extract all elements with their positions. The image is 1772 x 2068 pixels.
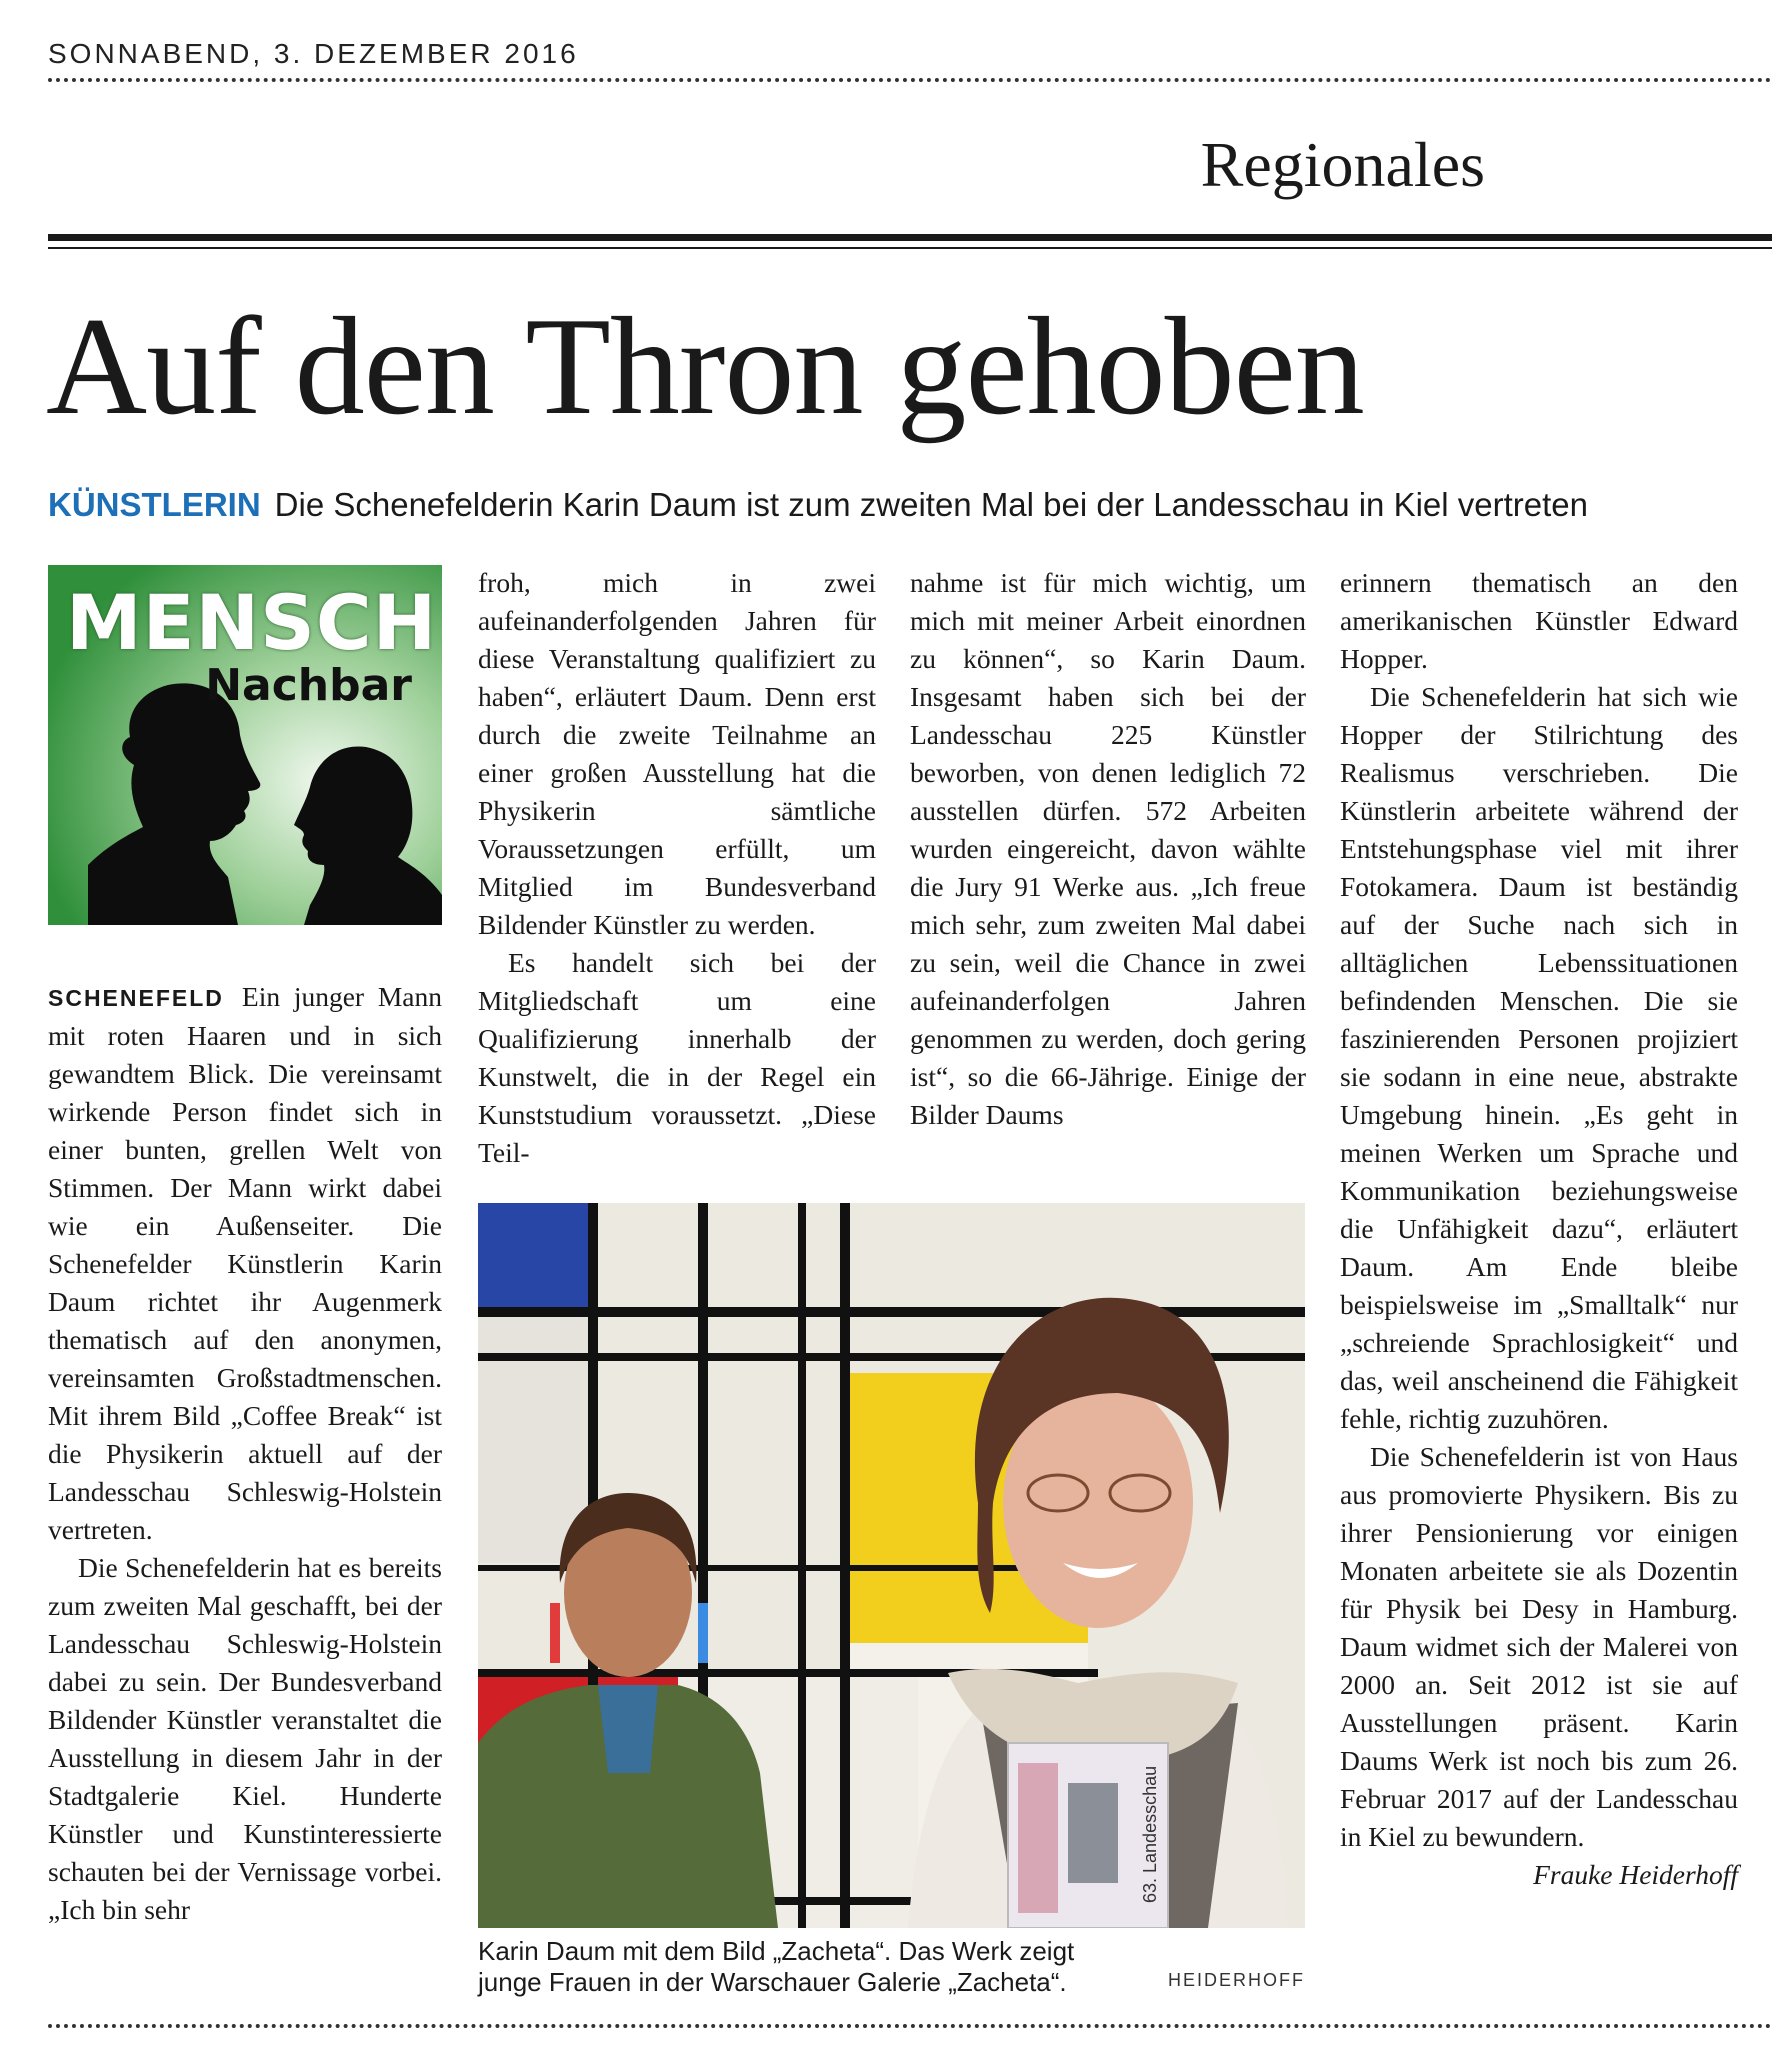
- paragraph: erinnern thematisch an den amerikanischen Künstler Edward Hopper.: [1340, 567, 1738, 674]
- article-photo: [478, 1203, 1305, 1928]
- article-column-4: [1340, 564, 1738, 1984]
- article-column-3: [910, 564, 1306, 1164]
- subheadline-text: Die Schenefelderin Karin Daum ist zum zweiten Mal bei der Landesschau in Kiel vertreten: [274, 486, 1589, 523]
- paragraph: Die Schenefelderin hat es bereits zum zweiten Mal geschafft, bei der Landesschau Schleswig-Holstein dabei zu sein. Der Bundesverband Bildender Künstler veranstaltet die Ausstellung in diesem Jahr in der Stadtgalerie Kiel. Hunderte Künstler und Kunstinteressierte schauten bei der Vernissage vorbei. „Ich bin sehr: [48, 1552, 442, 1925]
- article-column-2: [478, 564, 876, 1168]
- paragraph-text: Die Schenefelderin ist von Haus aus promovierte Physikern. Bis zu ihrer Pensionierung vor einigen Monaten arbeitete sie als Dozentin für Physik bei Desy in Hamburg. Daum widmet sich der Malerei von 2000 an. Seit 2012 ist sie auf Ausstellungen präsent. Karin Daums Werk ist noch bis zum 26. Februar 2017 auf der Landesschau in Kiel zu bewundern.: [1340, 1441, 1738, 1852]
- photo-caption: [478, 1936, 1305, 1998]
- photo-artist-with-painting: [478, 1203, 1305, 1928]
- paragraph: [48, 978, 442, 1549]
- article-column-1: [48, 978, 442, 1978]
- series-logo: [48, 565, 442, 925]
- paragraph: nahme ist für mich wichtig, um mich mit meiner Arbeit einordnen zu können“, so Karin Daum. Insgesamt haben sich bei der Landesschau 225 Künstler beworben, von denen lediglich 72 ausstellen dürfen. 572 Arbeiten wurden eingereicht, davon wählte die Jury 91 Werke aus. „Ich freue mich sehr, zum zweiten Mal dabei zu sein, weil die Chance in zwei aufeinanderfolgen Jahren genommen zu werden, doch gering ist“, so die 66-Jährige. Einige der Bilder Daums: [910, 567, 1306, 1130]
- dateline-place: SCHENEFELD: [48, 985, 224, 1011]
- bottom-dotted-rule: [48, 2024, 1772, 2028]
- article-headline: Auf den Thron gehoben: [46, 289, 1364, 444]
- paragraph-text: Ein junger Mann mit roten Haaren und in sich gewandtem Blick. Die vereinsamt wirkende Person findet sich in einer bunten, grellen Welt von Stimmen. Der Mann wirkt dabei wie ein Außenseiter. Die Schenefelder Künstlerin Karin Daum richtet ihr Augenmerk thematisch auf den anonymen, vereinsamten Großstadtmenschen. Mit ihrem Bild „Coffee Break“ ist die Physikerin aktuell auf der Landesschau Schleswig-Holstein vertreten.: [48, 981, 442, 1545]
- article-kicker: KÜNSTLERIN: [48, 486, 261, 523]
- logo-subtitle: Nachbar: [205, 660, 412, 711]
- article-subheadline: [48, 486, 1588, 524]
- photo-credit: HEIDERHOFF: [1168, 1970, 1305, 1990]
- paragraph: froh, mich in zwei aufeinanderfolgenden Jahren für diese Veranstaltung qualifiziert zu haben“, erläutert Daum. Denn erst durch die zweite Teilnahme an einer großen Ausstellung hat die Physikerin sämtliche Voraussetzungen erfüllt, um Mitglied im Bundesverband Bildender Künstler zu werden.: [478, 567, 876, 940]
- section-rule-thick: [48, 234, 1772, 241]
- page-dateline: SONNABEND, 3. DEZEMBER 2016: [48, 38, 579, 69]
- caption-text: Karin Daum mit dem Bild „Zacheta“. Das Werk zeigt junge Frauen in der Warschauer Galerie „Zacheta“.: [478, 1936, 1075, 1997]
- paragraph: [1340, 1438, 1738, 1890]
- paragraph: Es handelt sich bei der Mitgliedschaft um eine Qualifizierung innerhalb der Kunstwelt, die in der Regel ein Kunststudium voraussetzt. „Diese Teil-: [478, 947, 876, 1168]
- paragraph: Die Schenefelderin hat sich wie Hopper der Stilrichtung des Realismus verschrieben. Die Künstlerin arbeitete während der Entstehungsphase viel mit ihrer Fotokamera. Daum ist beständig auf der Suche nach sich in alltäglichen Lebenssituationen befindenden Menschen. Die sie faszinierenden Personen projiziert sie sodann in eine neue, abstrakte Umgebung hinein. „Es geht in meinen Werken um Sprache und Kommunikation beziehungsweise die Unfähigkeit dazu“, erläutert Daum. Am Ende bleibe beispielsweise im „Smalltalk“ nur „schreiende Sprachlosigkeit“ und das, weil anscheinend die Fähigkeit fehle, richtig zuzuhören.: [1340, 681, 1738, 1434]
- section-title: Regionales: [1200, 129, 1485, 200]
- top-dotted-rule: [48, 78, 1772, 82]
- author-byline: Frauke Heiderhoff: [1533, 1859, 1738, 1890]
- section-rule-thin: [48, 247, 1772, 249]
- book-title: 63. Landesschau: [1140, 1765, 1160, 1903]
- logo-title: MENSCH: [66, 578, 438, 667]
